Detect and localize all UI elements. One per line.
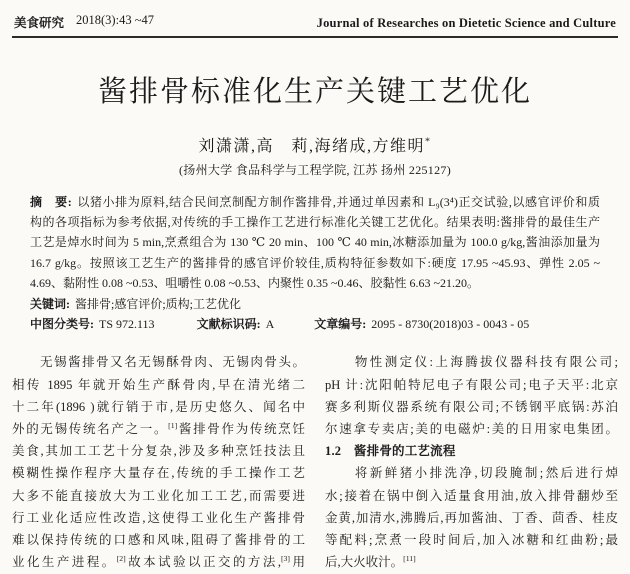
clc-label: 中图分类号: <box>30 317 94 332</box>
clc-value: TS 972.113 <box>99 317 155 332</box>
body-line: 无锡酱排骨又名无锡酥骨肉、无锡肉骨头。 <box>12 355 305 370</box>
right-column <box>325 351 618 573</box>
body-line: 十二年(1896 )就行销于市,是历史悠久、闻名中 <box>12 399 305 414</box>
meta-gap <box>155 314 197 334</box>
abstract-line-1-text: 以猪小排为原料,结合民间烹制配方制作酱排骨,并通过单因素和 L₉(3⁴)正交试验,以感官评价和质 <box>76 194 600 209</box>
body-line: 物性测定仪:上海腾拔仪器科技有限公司; <box>325 355 618 370</box>
abstract-line-4: 16.7 g/kg。按照该工艺生产的酱排骨的感官评价较佳,质构特征参数如下:硬度 17.95 ~45.93、弹性 2.05 ~ <box>30 255 600 270</box>
article-id-value: 2095 - 8730(2018)03 - 0043 - 05 <box>371 317 530 332</box>
body-line: 后,大火收汁。[11] <box>325 554 416 570</box>
journal-name-cn: 美食研究 <box>14 16 65 30</box>
body-line: 赛多利斯仪器系统有限公司;不锈钢平底锅:苏泊 <box>325 399 618 414</box>
corresponding-author-asterisk: * <box>425 136 432 148</box>
body-columns <box>12 351 618 573</box>
section-heading-1-2: 1.2 酱排骨的工艺流程 <box>325 444 456 459</box>
body-line: 难以保持传统的口感和风味,阻碍了酱排骨的工 <box>12 533 305 548</box>
body-line: 模糊性操作程序大量存在,传统的手工操作工艺 <box>12 466 305 481</box>
body-line: 大多不能直接放大为工业化加工工艺,而需要进 <box>12 488 305 503</box>
running-head-left <box>14 13 154 31</box>
authors-line <box>12 133 618 156</box>
body-line: 水;接着在锅中倒入适量食用油,放入排骨翻炒至 <box>325 488 618 503</box>
clc-item <box>30 314 155 334</box>
affiliation: (扬州大学 食品科学与工程学院, 江苏 扬州 225127) <box>179 162 451 177</box>
journal-name-en: Journal of Researches on Dietetic Science and Culture <box>316 16 616 30</box>
meta-row <box>30 314 600 334</box>
article-title: 酱排骨标准化生产关键工艺优化 <box>97 75 532 108</box>
doc-code-label: 文献标识码: <box>196 317 261 332</box>
body-line: 行工业化适应性改造,这使得工业化生产酱排骨 <box>12 510 305 525</box>
body-line: 等配料;烹煮一段时间后,加入冰糖和红曲粉;最 <box>325 533 618 548</box>
abstract-line-2: 构的各项指标为参考依据,对传统的手工操作工艺进行标准化关键工艺优化。结果表明:酱排骨的最佳生产 <box>30 215 600 229</box>
body-line: 相传 1895 年就开始生产酥骨肉,早在清光绪二 <box>12 377 305 392</box>
meta-gap <box>274 314 314 334</box>
article-id-label: 文章编号: <box>314 317 367 332</box>
doc-code-item <box>197 314 275 334</box>
body-line: 金黄,加清水,沸腾后,再加酱油、丁香、茴香、桂皮 <box>325 510 618 525</box>
body-line: 外的无锡传统名产之一。[1]酱排骨作为传统烹饪 <box>12 420 305 437</box>
header-rule <box>12 36 618 38</box>
keywords-label: 关键词: <box>30 296 70 311</box>
keywords-text: 酱排骨;感官评价;质构;工艺优化 <box>75 296 242 311</box>
article-id-item <box>314 314 529 334</box>
abstract-line-3: 工艺是焯水时间为 5 min,烹煮组合为 130 ℃ 20 min、100 ℃ 40 min,冰糖添加量为 100.0 g/kg,酱油添加量为 <box>30 235 600 250</box>
doc-code-value: A <box>265 317 275 332</box>
running-head <box>12 0 618 31</box>
body-line: 尔速拿专卖店;美的电磁炉:美的日用家电集团。 <box>325 422 618 437</box>
body-line: 将新鲜猪小排洗净,切段腌制;然后进行焯 <box>325 466 618 481</box>
body-line: 业化生产进程。[2]故本试验以正交的方法,[3]用 <box>12 554 305 570</box>
abstract-line-1 <box>30 192 600 212</box>
keywords-row <box>30 294 600 314</box>
body-line: pH 计:沈阳帕特尼电子有限公司;电子天平:北京 <box>325 377 618 392</box>
abstract-label: 摘 要: <box>30 194 72 209</box>
issue-pages: 2018(3):43 ~47 <box>76 13 154 27</box>
abstract-line-5: 4.69、黏附性 0.08 ~0.53、咀嚼性 0.08 ~0.53、内聚性 0.35 ~0.46、胶黏性 6.63 ~21.20。 <box>30 276 479 291</box>
authors-names: 刘潇潇,高 莉,海绪成,方维明 <box>198 137 425 155</box>
body-line: 美食,其加工工艺十分复杂,涉及多种烹饪技法且 <box>12 444 305 459</box>
left-column <box>12 351 305 573</box>
abstract-block <box>30 192 600 294</box>
